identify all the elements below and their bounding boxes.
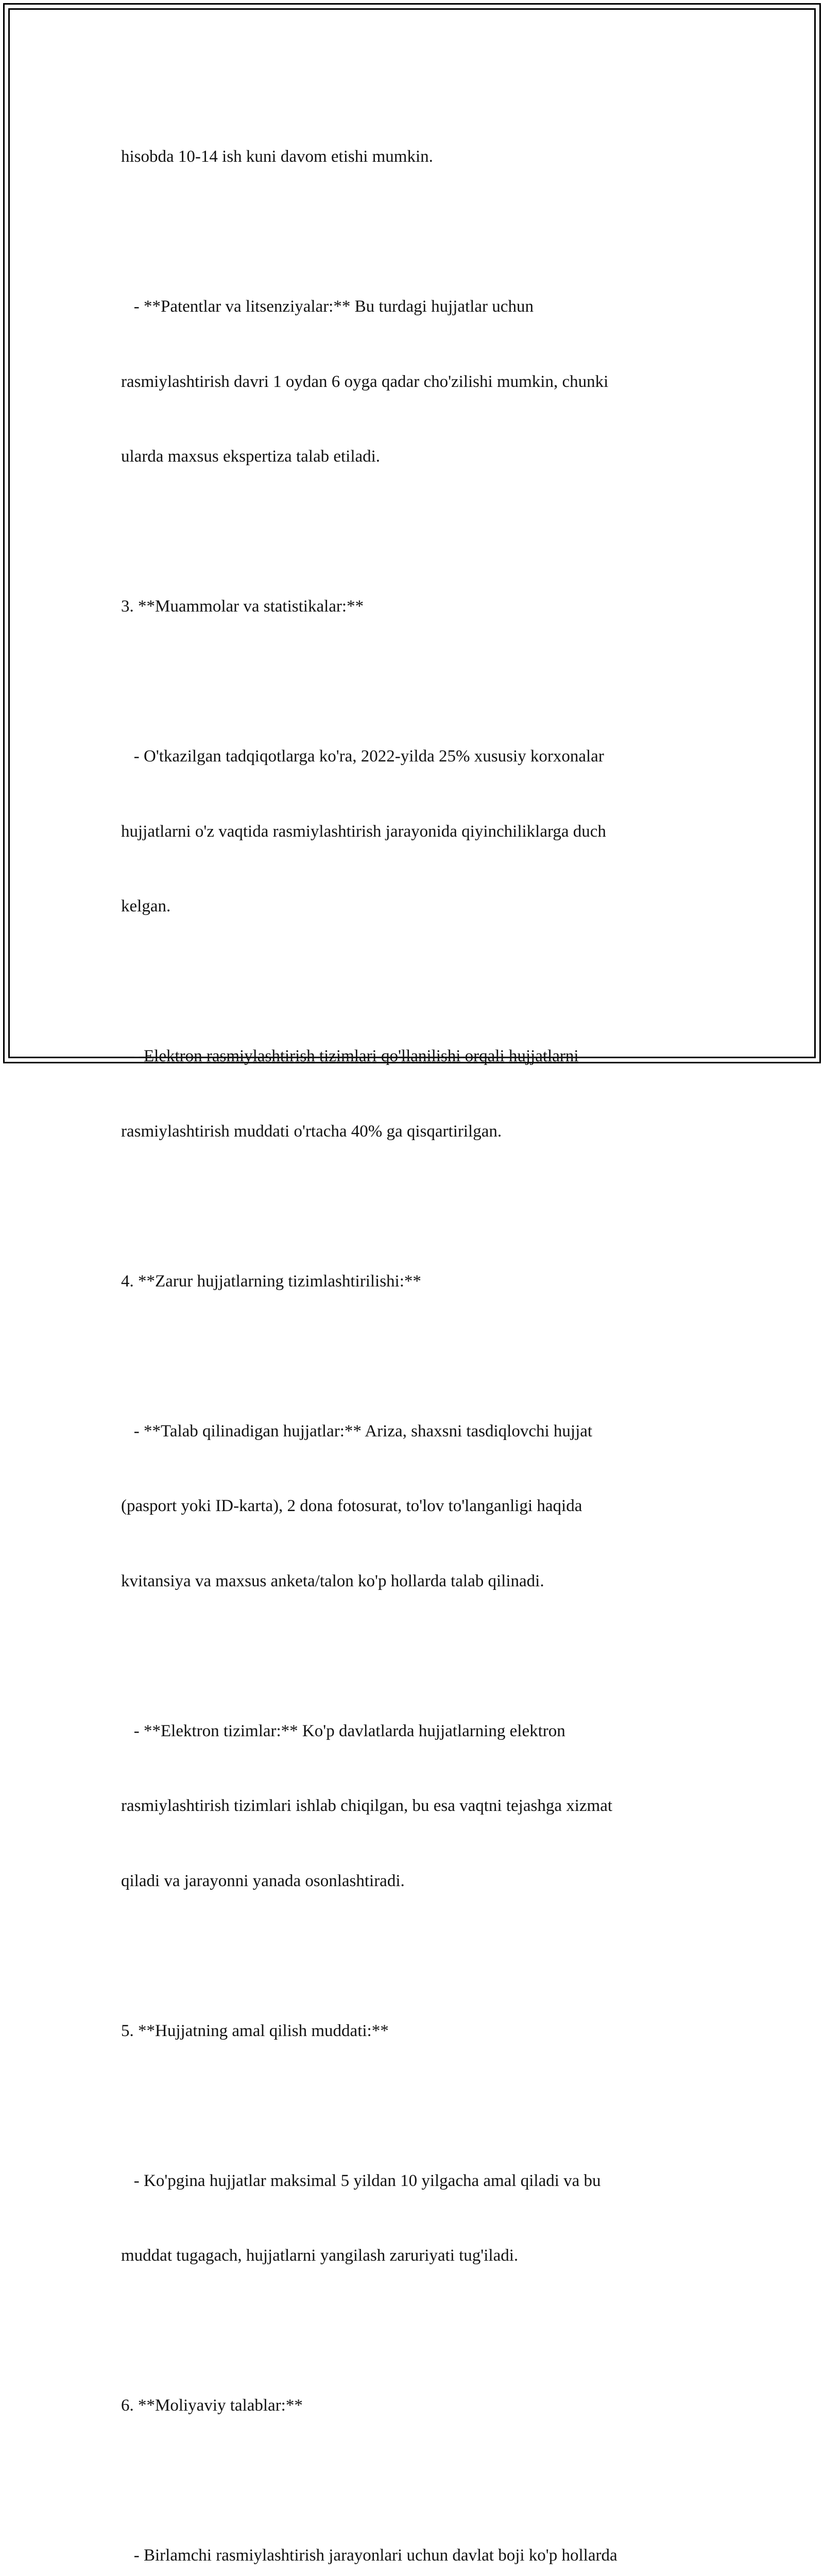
paragraph-fees [121,2493,688,2576]
paragraph-continuation [121,94,688,219]
text-line: - **Elektron tizimlar:** Ko'p davlatlarda hujjatlarning elektron [121,1721,565,1740]
text-line: muddat tugagach, hujjatlarni yangilash zaruriyati tug'iladi. [121,2246,519,2265]
text-line: 4. **Zarur hujjatlarning tizimlashtirilishi:** [121,1272,421,1291]
text-line: rasmiylashtirish muddati o'rtacha 40% ga qisqartirilgan. [121,1122,502,1141]
text-line: - O'tkazilgan tadqiqotlarga ko'ra, 2022-yilda 25% xususiy korxonalar [121,747,604,766]
paragraph-electronic-systems [121,994,688,1194]
text-line: rasmiylashtirish davri 1 oydan 6 oyga qadar cho'zilishi mumkin, chunki [121,372,609,391]
text-line: 3. **Muammolar va statistikalar:** [121,597,364,616]
text-line: - Ko'pgina hujjatlar maksimal 5 yildan 10 yilgacha amal qiladi va bu [121,2171,601,2190]
paragraph-research [121,694,688,969]
paragraph-electronic-systems-2 [121,1669,688,1944]
text-line: 6. **Moliyaviy talablar:** [121,2396,303,2415]
paragraph-required-documents [121,1369,688,1644]
section-heading-5 [121,1969,688,2094]
document-body [121,94,688,2576]
text-line: - Birlamchi rasmiylashtirish jarayonlari uchun davlat boji ko'p hollarda [121,2546,617,2565]
section-heading-6 [121,2343,688,2468]
text-line: - Elektron rasmiylashtirish tizimlari qo'llanilishi orqali hujjatlarni [121,1047,579,1065]
text-line: hujjatlarni o'z vaqtida rasmiylashtirish jarayonida qiyinchiliklarga duch [121,822,606,841]
text-line: hisobda 10-14 ish kuni davom etishi mumkin. [121,147,433,166]
section-heading-3 [121,544,688,669]
paragraph-patents [121,244,688,519]
section-heading-4 [121,1219,688,1344]
paragraph-validity [121,2119,688,2318]
text-line: qiladi va jarayonni yanada osonlashtiradi. [121,1871,405,1890]
text-line: kvitansiya va maxsus anketa/talon ko'p hollarda talab qilinadi. [121,1571,544,1590]
text-line: - **Talab qilinadigan hujjatlar:** Ariza, shaxsni tasdiqlovchi hujjat [121,1421,593,1440]
text-line: 5. **Hujjatning amal qilish muddati:** [121,2021,389,2040]
text-line: kelgan. [121,897,171,916]
text-line: (pasport yoki ID-karta), 2 dona fotosurat, to'lov to'langanligi haqida [121,1497,582,1515]
text-line: - **Patentlar va litsenziyalar:** Bu turdagi hujjatlar uchun [121,297,534,316]
text-line: rasmiylashtirish tizimlari ishlab chiqilgan, bu esa vaqtni tejashga xizmat [121,1797,613,1815]
text-line: ularda maxsus ekspertiza talab etiladi. [121,447,381,466]
